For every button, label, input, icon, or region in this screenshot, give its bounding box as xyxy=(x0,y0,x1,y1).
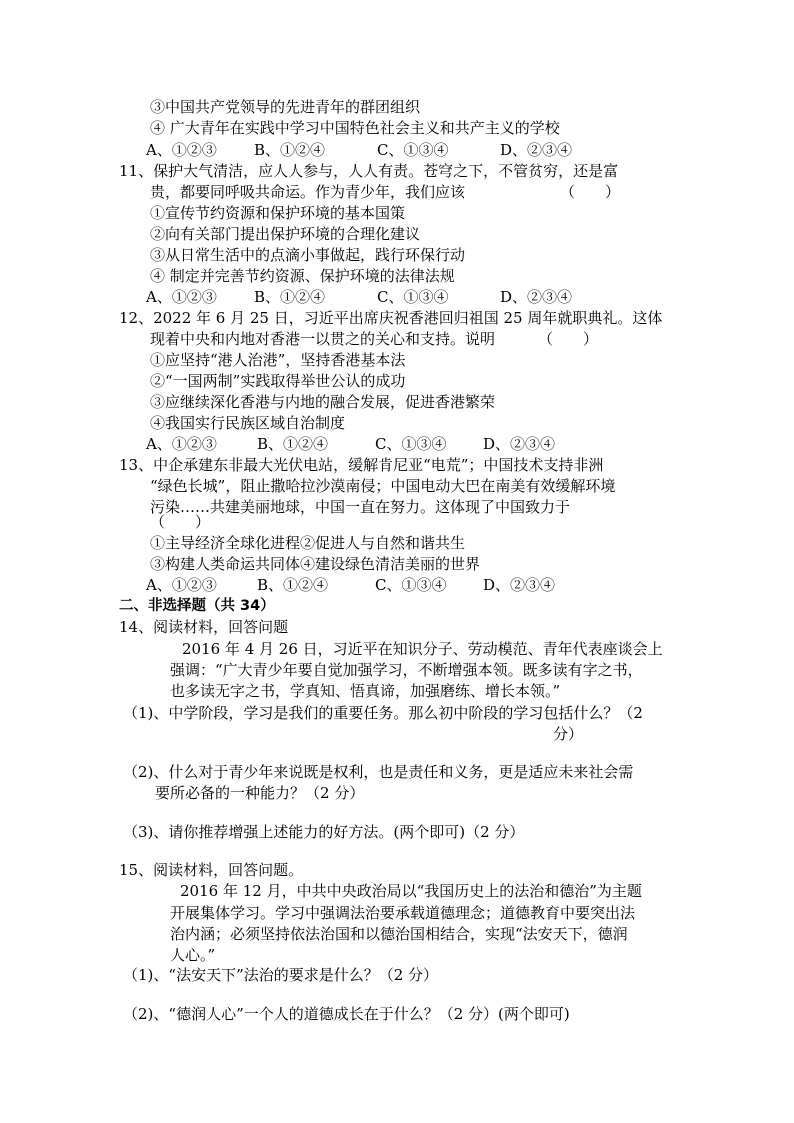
q15-subquestion-2: （2)、“德润人心”一个人的道德成长在于什么？（2 分）(两个即可) xyxy=(123,1005,570,1023)
q14-title: 14、阅读材料，回答问题 xyxy=(119,618,289,636)
q15-subquestion-1: （1)、“法安天下”法治的要求是什么？（2 分） xyxy=(123,966,439,984)
q15-material-line-2: 开展集体学习。学习中强调法治要承载道德理念；道德教育中要突出法 xyxy=(170,904,636,922)
q10-option-a: A、①②③ xyxy=(146,141,217,159)
q15-material-line-3: 治内涵；必须坚持依法治国和以德治国相结合，实现“法安天下，德润 xyxy=(170,925,628,943)
q11-answer-bracket: （ ） xyxy=(560,183,621,201)
q14-subquestion-2: （2)、什么对于青少年来说既是权利，也是责任和义务，更是适应未来社会需 xyxy=(123,763,634,781)
q14-material-line-1: 2016 年 4 月 26 日，习近平在知识分子、劳动模范、青年代表座谈会上 xyxy=(182,640,663,658)
q13-stem-line-3: 污染……共建美丽地球，中国一直在努力。这体现了中国致力于 xyxy=(150,498,571,516)
q13-item-line-1: ①主导经济全球化进程②促进人与自然和谐共生 xyxy=(150,534,466,552)
q12-item-1: ①应坚持“港人治港”，坚持香港基本法 xyxy=(150,351,406,369)
section-heading-non-choice: 二、非选择题（共 34） xyxy=(119,598,275,614)
q13-option-b: B、①②④ xyxy=(257,576,329,594)
q11-item-3: ③从日常生活中的点滴小事做起，践行环保行动 xyxy=(150,246,466,264)
q15-material-line-4: 人心。” xyxy=(170,946,216,964)
q11-item-4: ④ 制定并完善节约资源、保护环境的法律法规 xyxy=(150,267,455,285)
q11-options xyxy=(146,287,572,307)
q14-subquestion-1-score: 分） xyxy=(553,725,584,743)
q12-option-a: A、①②③ xyxy=(146,435,217,453)
q13-option-a: A、①②③ xyxy=(146,576,217,594)
q12-item-3: ③应继续深化香港与内地的融合发展，促进香港繁荣 xyxy=(150,393,496,411)
q11-option-b: B、①②④ xyxy=(254,288,326,306)
q11-item-2: ②向有关部门提出保护环境的合理化建议 xyxy=(150,225,421,243)
q15-title: 15、阅读材料，回答问题。 xyxy=(119,861,304,879)
q12-item-4: ④我国实行民族区域自治制度 xyxy=(150,414,346,432)
q13-stem-line-2: “绿色长城”，阻止撒哈拉沙漠南侵；中国电动大巴在南美有效缓解环境 xyxy=(150,477,616,495)
q14-subquestion-3: （3)、请你推荐增强上述能力的好方法。(两个即可)（2 分） xyxy=(123,823,525,841)
q11-option-d: D、②③④ xyxy=(500,288,573,306)
q12-item-2: ②“一国两制”实践取得举世公认的成功 xyxy=(150,372,406,390)
q15-material-line-1: 2016 年 12 月，中共中央政治局以“我国历史上的法治和德治”为主题 xyxy=(180,882,642,900)
q12-answer-bracket: （ ） xyxy=(538,330,599,348)
q11-item-1: ①宣传节约资源和保护环境的基本国策 xyxy=(150,204,406,222)
q12-options xyxy=(146,434,555,454)
q14-subquestion-2-cont: 要所必备的一种能力？（2 分） xyxy=(155,784,365,802)
q10-item-4: ④ 广大青年在实践中学习中国特色社会主义和共产主义的学校 xyxy=(150,119,560,137)
q12-stem-line-1: 12、2022 年 6 月 25 日，习近平出席庆祝香港回归祖国 25 周年就职典礼。这体 xyxy=(119,309,663,327)
q10-item-3: ③中国共产党领导的先进青年的群团组织 xyxy=(150,98,421,116)
q10-option-b: B、①②④ xyxy=(254,141,326,159)
q10-option-d: D、②③④ xyxy=(500,141,573,159)
q11-option-a: A、①②③ xyxy=(146,288,217,306)
q14-material-line-2: 强调：“广大青少年要自觉加强学习，不断增强本领。既多读有字之书， xyxy=(170,661,643,679)
q11-stem-line-2: 贵，都要同呼吸共命运。作为青少年，我们应该 xyxy=(150,183,466,201)
q11-option-c: C、①③④ xyxy=(377,288,449,306)
q12-option-d: D、②③④ xyxy=(483,435,556,453)
q10-option-c: C、①③④ xyxy=(377,141,449,159)
q14-material-line-3: 也多读无字之书，学真知、悟真谛，加强磨练、增长本领。” xyxy=(170,682,561,700)
q13-stem-line-1: 13、中企承建东非最大光伏电站，缓解肯尼亚“电荒”；中国技术支持非洲 xyxy=(119,456,604,474)
q14-subquestion-1: （1)、中学阶段，学习是我们的重要任务。那么初中阶段的学习包括什么？（2 xyxy=(123,704,643,722)
q13-item-line-2: ③构建人类命运共同体④建设绿色清洁美丽的世界 xyxy=(150,555,481,573)
q13-options xyxy=(146,575,555,595)
q12-option-b: B、①②④ xyxy=(257,435,329,453)
q13-answer-bracket: （ ） xyxy=(150,513,211,531)
q12-stem-line-2: 现着中央和内地对香港一以贯之的关心和支持。说明 xyxy=(150,330,496,348)
q13-option-d: D、②③④ xyxy=(483,576,556,594)
q10-options xyxy=(146,140,572,160)
q11-stem-line-1: 11、保护大气清洁，应人人参与，人人有责。苍穹之下，不管贫穷，还是富 xyxy=(119,162,619,180)
q13-option-c: C、①③④ xyxy=(375,576,447,594)
q12-option-c: C、①③④ xyxy=(375,435,447,453)
